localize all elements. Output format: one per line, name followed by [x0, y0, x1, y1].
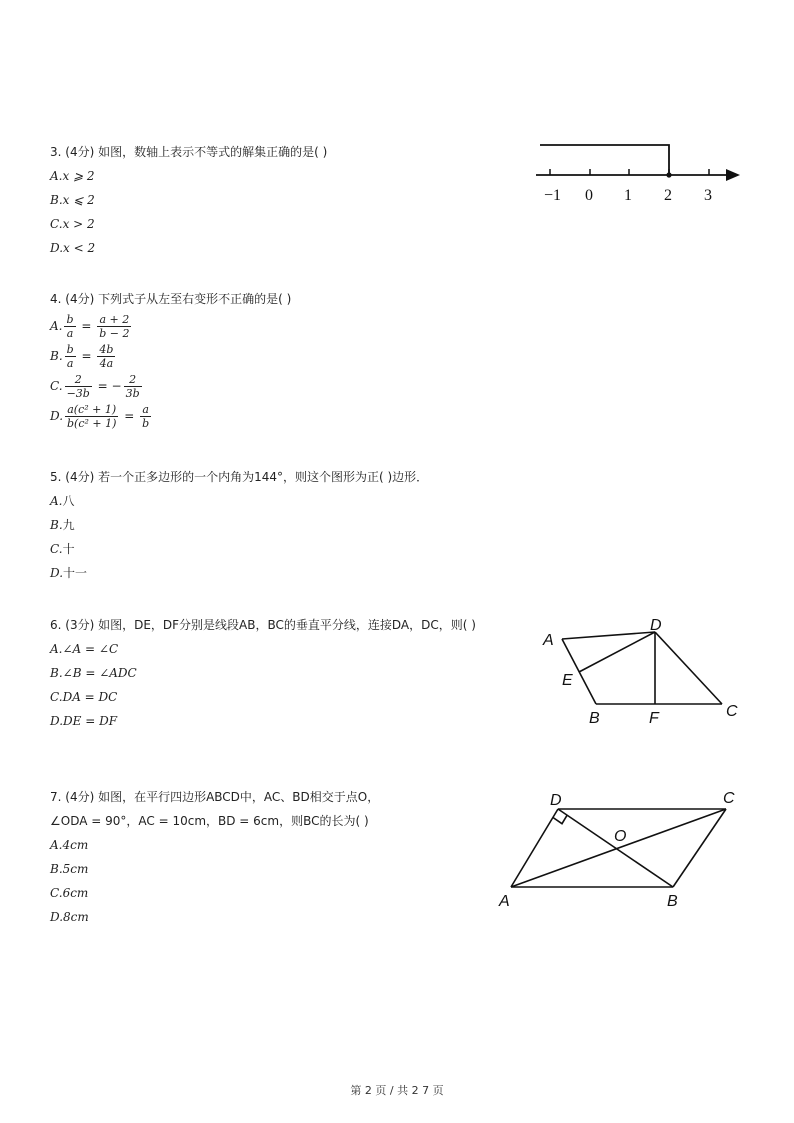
question-5	[50, 465, 530, 585]
solid-point	[666, 172, 671, 177]
label-b: B	[667, 893, 678, 910]
q4-option-d: D. $\frac{\text{a(c² + 1)}}{\text{b(c² + 1)}}$ = $\frac{a}{b}$	[50, 403, 150, 430]
solution-ray	[540, 145, 669, 175]
label-b: B	[589, 710, 600, 727]
q5-option-b	[50, 513, 530, 537]
option-text: 八	[62, 494, 75, 508]
parallelogram-figure-q7	[495, 786, 745, 912]
question-6	[50, 613, 530, 733]
axis-label-2: 2	[664, 187, 672, 204]
denominator: b − 2	[99, 327, 130, 340]
q4-b-prefix: B.	[50, 349, 63, 363]
q3-option-b: B.x ⩽ 2	[50, 193, 95, 207]
q4-a-prefix: A.	[50, 319, 63, 333]
denominator: 4a	[99, 357, 114, 370]
q6-option-b: B.∠B = ∠ADC	[50, 666, 137, 680]
q5-option-d	[50, 561, 530, 585]
q7-stem-line1: 7. (4分) 如图，在平行四边形ABCD中，AC、BD相交于点O，	[50, 790, 380, 804]
option-text: 十一	[63, 566, 88, 580]
q5-stem: 5. (4分) 若一个正多边形的一个内角为144°，则这个图形为正( )边形．	[50, 470, 429, 484]
segment-ad	[562, 632, 655, 639]
label-d: D	[650, 617, 662, 634]
label-a: A	[543, 632, 554, 649]
segment-de	[579, 632, 655, 672]
q4-c-left-fraction	[65, 373, 92, 400]
numerator: 2	[65, 373, 92, 387]
q4-c-prefix: C.	[50, 379, 63, 393]
option-letter: A.	[50, 494, 63, 508]
triangle-figure-q6	[535, 612, 750, 730]
denominator: a	[66, 327, 74, 340]
denominator: 3b	[125, 387, 140, 400]
q3-option-d: D.x < 2	[50, 241, 96, 255]
q6-option-d: D.DE = DF	[50, 714, 118, 728]
question-4	[50, 287, 530, 431]
q7-stem-line2: ∠ODA = 90°，AC = 10cm，BD = 6cm，则BC的长为( )	[50, 814, 369, 828]
right-angle-mark	[553, 815, 567, 824]
option-text: 九	[62, 518, 75, 532]
q4-d-left-fraction	[65, 403, 118, 430]
denominator: b(c² + 1)	[67, 417, 117, 430]
q4-c-right-fraction	[124, 373, 142, 400]
q4-stem: 4. (4分) 下列式子从左至右变形不正确的是( )	[50, 292, 292, 306]
q4-option-b: B. $\frac{b}{a}$ = $\frac{4b}{4a}$	[50, 343, 114, 370]
denominator: b	[142, 417, 150, 430]
q4-a-left-fraction	[64, 313, 75, 340]
q3-stem: 3. (4分) 如图，数轴上表示不等式的解集正确的是( )	[50, 145, 328, 159]
page-footer: 第 2 页 / 共 2 7 页	[350, 1084, 444, 1097]
q4-option-c	[50, 371, 530, 401]
q6-option-a: A.∠A = ∠C	[50, 642, 119, 656]
q7-option-b: B.5cm	[50, 862, 89, 876]
label-f: F	[649, 710, 659, 727]
q5-option-c	[50, 537, 530, 561]
q4-b-left-fraction	[65, 343, 76, 370]
numerator: a + 2	[97, 313, 131, 327]
q3-option-c: C.x > 2	[50, 217, 95, 231]
segment-dc	[655, 632, 722, 704]
q5-option-a	[50, 489, 530, 513]
numerator: b	[66, 343, 74, 356]
diagonal-bd	[558, 809, 673, 887]
number-line-arrow	[726, 169, 740, 181]
label-c: C	[726, 703, 738, 720]
numerator: b	[66, 313, 74, 326]
label-o: O	[614, 828, 627, 845]
segment-da	[511, 809, 558, 887]
q6-option-c: C.DA = DC	[50, 690, 118, 704]
numerator: a	[140, 403, 151, 417]
numerator: 2	[124, 373, 142, 387]
option-text: 十	[62, 542, 75, 556]
label-e: E	[562, 672, 573, 689]
label-c: C	[723, 790, 735, 807]
option-letter: C.	[50, 542, 63, 556]
q7-option-c: C.6cm	[50, 886, 89, 900]
q7-option-d: D.8cm	[50, 910, 89, 924]
option-letter: D.	[50, 566, 64, 580]
axis-label-minus1: −1	[544, 187, 562, 204]
segment-bc	[673, 809, 726, 887]
q4-option-a: A. $\frac{b}{a}$ = $\frac{a + 2}{b - 2}$	[50, 313, 130, 340]
q4-d-prefix: D.	[50, 409, 64, 423]
number-line-figure	[530, 138, 750, 210]
numerator: a(c² + 1)	[65, 403, 118, 417]
q7-option-a: A.4cm	[50, 838, 89, 852]
q4-b-right-fraction	[97, 343, 115, 370]
q6-stem: 6. (3分) 如图，DE，DF分别是线段AB，BC的垂直平分线，连接DA，DC，则( )	[50, 618, 476, 632]
q3-option-a: A.x ⩾ 2	[50, 169, 95, 183]
label-d: D	[550, 792, 562, 809]
denominator: −3b	[66, 387, 90, 400]
question-3	[50, 140, 530, 260]
denominator: a	[66, 357, 74, 370]
q4-a-right-fraction	[97, 313, 131, 340]
axis-label-1: 1	[624, 187, 632, 204]
q4-d-right-fraction	[140, 403, 151, 430]
axis-label-0: 0	[585, 187, 593, 204]
numerator: 4b	[99, 343, 114, 356]
diagonal-ac	[511, 809, 726, 887]
label-a: A	[499, 893, 510, 910]
question-7	[50, 785, 530, 929]
axis-label-3: 3	[704, 187, 712, 204]
option-letter: B.	[50, 518, 63, 532]
q4-c-sign: = −	[97, 379, 122, 393]
